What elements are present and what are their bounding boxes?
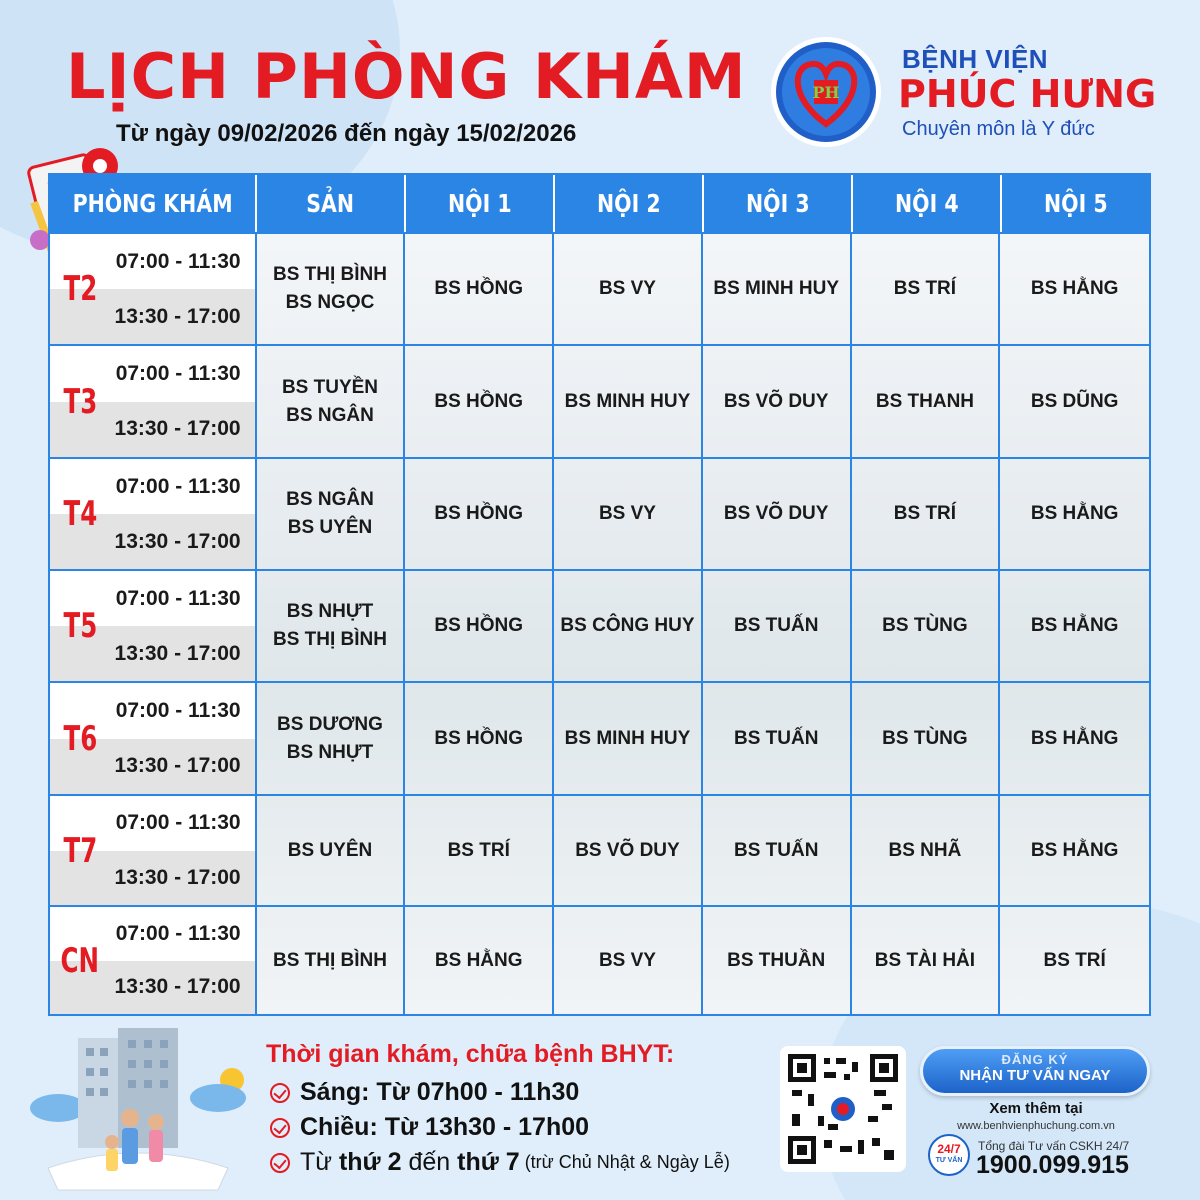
san-cell xyxy=(257,796,406,905)
day-label: T6 xyxy=(63,718,97,759)
day-cell xyxy=(50,459,257,569)
noi4-cell: BS THANH xyxy=(852,346,1001,457)
day-cell xyxy=(50,683,257,794)
schedule-table xyxy=(48,173,1151,1016)
website-link[interactable]: www.benhvienphuchung.com.vn xyxy=(957,1120,1115,1132)
header-san: SẢN xyxy=(257,175,406,232)
hospital-name-line2: PHÚC HƯNG xyxy=(898,72,1157,116)
hospital-logo xyxy=(770,36,882,148)
noi1-cell: BS HẰNG xyxy=(405,907,554,1014)
table-row xyxy=(50,794,1149,905)
noi1-cell: BS HỒNG xyxy=(405,683,554,794)
noi5-cell: BS HẰNG xyxy=(1030,503,1119,524)
noi4-cell: BS TRÍ xyxy=(852,459,1001,569)
morning-time: 07:00 - 11:30 xyxy=(50,459,255,514)
doctor-name: BS UYÊN xyxy=(287,839,373,861)
bhyt-afternoon xyxy=(270,1113,589,1142)
noi1-cell: BS TRÍ xyxy=(405,796,554,905)
noi3-cell: BS TUẤN xyxy=(703,571,852,681)
svg-text:PH: PH xyxy=(812,83,840,102)
san-cell xyxy=(257,907,406,1014)
day-label: T2 xyxy=(63,269,97,309)
header-noi-5: NỘI 5 xyxy=(1002,175,1149,232)
noi3-cell: BS TUẤN xyxy=(703,796,852,905)
day-cell xyxy=(50,346,257,457)
check-icon xyxy=(270,1153,290,1173)
morning-time: 07:00 - 11:30 xyxy=(50,346,255,402)
table-row xyxy=(50,905,1149,1014)
doctor-name: BS THỊ BÌNH xyxy=(272,629,387,650)
day-label: T7 xyxy=(63,830,97,871)
noi5-cell: BS DŨNG xyxy=(1030,390,1119,412)
afternoon-time: 13:30 - 17:00 xyxy=(50,739,255,795)
doctor-name: BS NHỰT xyxy=(286,601,374,622)
qr-code[interactable] xyxy=(780,1046,906,1172)
afternoon-time: 13:30 - 17:00 xyxy=(50,961,255,1015)
morning-time: 07:00 - 11:30 xyxy=(50,234,255,289)
morning-time: 07:00 - 11:30 xyxy=(50,683,255,739)
afternoon-time: 13:30 - 17:00 xyxy=(50,289,255,344)
san-cell xyxy=(257,459,406,569)
noi2-cell: BS VY xyxy=(554,907,703,1014)
register-consult-button[interactable]: ĐĂNG KÝ NHẬN TƯ VẤN NGAY xyxy=(920,1046,1150,1096)
afternoon-time: 13:30 - 17:00 xyxy=(50,851,255,906)
noi2-cell: BS CÔNG HUY xyxy=(554,571,703,681)
header-clinic: PHÒNG KHÁM xyxy=(50,175,257,232)
hospital-slogan: Chuyên môn là Y đức xyxy=(902,118,1095,140)
doctor-name: BS THỊ BÌNH xyxy=(272,949,387,971)
noi4-cell: BS TÀI HẢI xyxy=(852,907,1001,1014)
noi4-cell: BS TRÍ xyxy=(852,234,1001,344)
hospital-name-line1: BỆNH VIỆN xyxy=(902,44,1049,74)
noi3-cell: BS VÕ DUY xyxy=(703,459,852,569)
noi5-cell: BS HẰNG xyxy=(1030,615,1119,636)
noi5-cell: BS HẰNG xyxy=(1030,278,1119,299)
table-row xyxy=(50,569,1149,681)
noi2-cell: BS VY xyxy=(554,234,703,344)
day-label: T5 xyxy=(63,606,97,646)
noi1-cell: BS HỒNG xyxy=(405,234,554,344)
afternoon-time: 13:30 - 17:00 xyxy=(50,626,255,681)
san-cell xyxy=(257,346,406,457)
day-label: T3 xyxy=(63,381,97,422)
bhyt-title: Thời gian khám, chữa bệnh BHYT: xyxy=(266,1040,675,1068)
doctor-name: BS TUYỀN xyxy=(281,376,379,398)
support-247-icon: 24/7 TƯ VẤN xyxy=(928,1134,970,1176)
afternoon-time: 13:30 - 17:00 xyxy=(50,402,255,458)
day-cell xyxy=(50,234,257,344)
bhyt-morning xyxy=(270,1078,579,1107)
noi4-cell: BS NHÃ xyxy=(852,796,1001,905)
header-noi-3: NỘI 3 xyxy=(704,175,853,232)
doctor-name: BS UYÊN xyxy=(287,517,373,538)
noi1-cell: BS HỒNG xyxy=(405,346,554,457)
page-title: LỊCH PHÒNG KHÁM xyxy=(66,40,747,113)
noi4-cell: BS TÙNG xyxy=(852,571,1001,681)
hotline-number[interactable]: 1900.099.915 xyxy=(976,1151,1129,1179)
check-icon xyxy=(270,1083,290,1103)
day-cell xyxy=(50,796,257,905)
see-more-label: Xem thêm tại xyxy=(989,1100,1083,1117)
san-cell xyxy=(257,234,406,344)
noi3-cell: BS THUẦN xyxy=(703,907,852,1014)
morning-time: 07:00 - 11:30 xyxy=(50,907,255,961)
header-noi-1: NỘI 1 xyxy=(406,175,555,232)
day-cell xyxy=(50,907,257,1014)
doctor-name: BS DƯƠNG xyxy=(277,713,383,735)
table-header xyxy=(50,175,1149,232)
doctor-name: BS NGÂN xyxy=(286,404,374,426)
check-icon xyxy=(270,1118,290,1138)
bhyt-days: Từ thứ 2 đến thứ 7 (trừ Chủ Nhật & Ngày Lễ) xyxy=(270,1148,730,1177)
noi5-cell: BS HẰNG xyxy=(1030,727,1119,749)
header-noi-4: NỘI 4 xyxy=(853,175,1002,232)
noi2-cell: BS VÕ DUY xyxy=(554,796,703,905)
noi5-cell: BS TRÍ xyxy=(1043,949,1106,971)
doctor-name: BS NHỰT xyxy=(286,741,374,763)
san-cell xyxy=(257,571,406,681)
header-noi-2: NỘI 2 xyxy=(555,175,704,232)
morning-time: 07:00 - 11:30 xyxy=(50,571,255,626)
doctor-name: BS NGÂN xyxy=(286,489,374,510)
noi2-cell: BS MINH HUY xyxy=(554,683,703,794)
noi2-cell: BS VY xyxy=(554,459,703,569)
table-row xyxy=(50,681,1149,794)
noi1-cell: BS HỒNG xyxy=(405,571,554,681)
table-row xyxy=(50,457,1149,569)
doctor-name: BS NGỌC xyxy=(285,292,375,313)
hospital-family-illustration xyxy=(18,1018,258,1196)
noi2-cell: BS MINH HUY xyxy=(554,346,703,457)
day-label: CN xyxy=(60,940,100,981)
morning-time: 07:00 - 11:30 xyxy=(50,796,255,851)
date-range: Từ ngày 09/02/2026 đến ngày 15/02/2026 xyxy=(116,120,577,147)
noi1-cell: BS HỒNG xyxy=(405,459,554,569)
table-row xyxy=(50,232,1149,344)
bhyt-afternoon-text: Chiều: Từ 13h30 - 17h00 xyxy=(300,1113,590,1141)
hotline-label: Tổng đài Tư vấn CSKH 24/7 xyxy=(978,1139,1130,1153)
day-cell xyxy=(50,571,257,681)
day-label: T4 xyxy=(63,494,97,534)
noi3-cell: BS MINH HUY xyxy=(703,234,852,344)
san-cell xyxy=(257,683,406,794)
noi3-cell: BS VÕ DUY xyxy=(703,346,852,457)
noi5-cell: BS HẰNG xyxy=(1030,839,1119,861)
doctor-name: BS THỊ BÌNH xyxy=(272,264,387,285)
table-row xyxy=(50,344,1149,457)
afternoon-time: 13:30 - 17:00 xyxy=(50,514,255,569)
noi4-cell: BS TÙNG xyxy=(852,683,1001,794)
bhyt-morning-text: Sáng: Từ 07h00 - 11h30 xyxy=(300,1078,580,1106)
noi3-cell: BS TUẤN xyxy=(703,683,852,794)
